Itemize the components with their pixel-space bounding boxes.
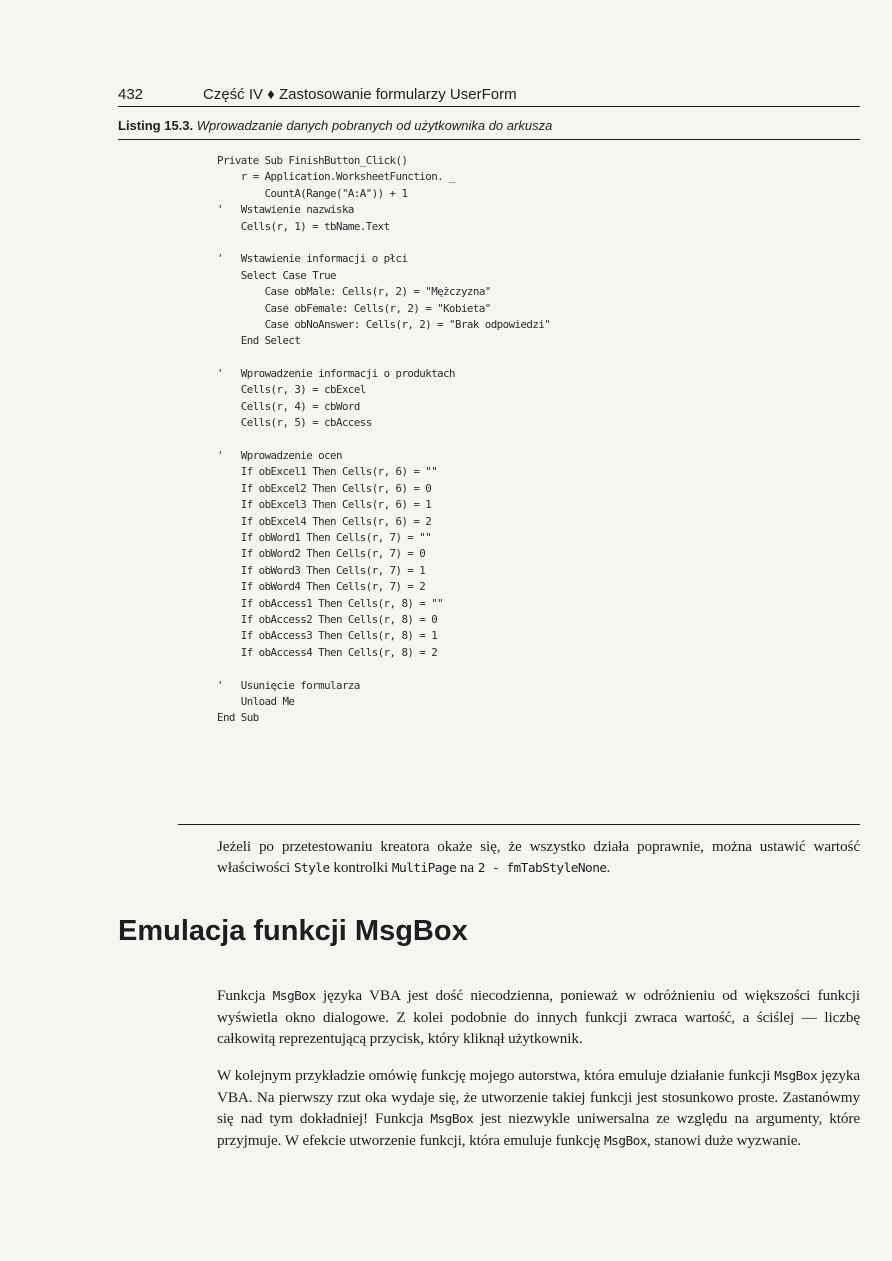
code-listing — [217, 153, 777, 727]
code-line: If obWord1 Then Cells(r, 7) = "" — [217, 530, 432, 544]
paragraph-text: , stanowi duże wyzwanie. — [646, 1132, 802, 1149]
code-line — [217, 661, 777, 677]
code-line: If obAccess2 Then Cells(r, 8) = 0 — [217, 612, 438, 626]
code-line: Cells(r, 5) = cbAccess — [217, 416, 372, 430]
paragraph-text: języka VBA. Na pierwszy rzut oka wydaje się, że utworzenie takiej funkcji jest stosunkowo proste. Zastanówmy się nad tym dokładniej! Funkcja — [217, 1067, 860, 1127]
inline-code: Style — [293, 861, 330, 876]
section-heading: Emulacja funkcji MsgBox — [118, 915, 468, 947]
code-line: If obExcel1 Then Cells(r, 6) = "" — [217, 465, 438, 479]
code-line: Case obFemale: Cells(r, 2) = "Kobieta" — [217, 301, 491, 315]
code-line: ' Usunięcie formularza — [217, 678, 360, 692]
code-line — [217, 235, 777, 251]
code-line: CountA(Range("A:A")) + 1 — [217, 186, 408, 200]
code-line: ' Wstawienie informacji o płci — [217, 252, 408, 266]
code-line: Private Sub FinishButton_Click() — [217, 154, 408, 167]
code-line: If obAccess1 Then Cells(r, 8) = "" — [217, 596, 444, 610]
code-line: If obExcel4 Then Cells(r, 6) = 2 — [217, 514, 432, 528]
code-line: If obWord2 Then Cells(r, 7) = 0 — [217, 547, 426, 561]
code-line: Cells(r, 4) = cbWord — [217, 399, 360, 413]
paragraph-text: W kolejnym przykładzie omówię funkcję mojego autorstwa, która emuluje działanie funkcji — [217, 1067, 775, 1084]
code-line: If obAccess4 Then Cells(r, 8) = 2 — [217, 645, 438, 659]
inline-code: MsgBox — [430, 1112, 474, 1127]
part-title: Część IV ♦ Zastosowanie formularzy UserForm — [203, 86, 517, 103]
code-line: If obExcel2 Then Cells(r, 6) = 0 — [217, 481, 432, 495]
code-line: Case obNoAnswer: Cells(r, 2) = "Brak odpowiedzi" — [217, 317, 551, 331]
section-paragraph-1 — [217, 985, 860, 1049]
paragraph-text: na — [456, 859, 478, 876]
paragraph-text: języka VBA jest dość niecodzienna, ponieważ w odróżnieniu od większości funkcji wyświetla okno dialogowe. Z kolei podobnie do innych funkcji zwraca wartość, a ściślej — liczbę całkowitą reprezentującą przycisk, który kliknął użytkownik. — [217, 987, 861, 1047]
code-line: If obAccess3 Then Cells(r, 8) = 1 — [217, 629, 438, 643]
code-line: End Sub — [217, 711, 259, 725]
paragraph-text: Funkcja — [217, 987, 273, 1004]
paragraph-text: . — [606, 859, 611, 876]
code-line: Case obMale: Cells(r, 2) = "Mężczyzna" — [217, 285, 491, 299]
paragraph-text: Jeżeli po przetestowaniu kreatora okaże się, że wszystko działa poprawnie, można ustawić wartość właściwości — [217, 838, 860, 876]
code-line: Select Case True — [217, 268, 337, 282]
code-line: If obWord3 Then Cells(r, 7) = 1 — [217, 563, 426, 577]
inline-code: MultiPage — [391, 861, 457, 876]
code-line: If obWord4 Then Cells(r, 7) = 2 — [217, 580, 426, 594]
header-rule — [118, 106, 860, 107]
listing-bottom-rule — [178, 824, 860, 825]
code-line — [217, 432, 777, 448]
code-line: ' Wprowadzenie ocen — [217, 449, 342, 463]
listing-label: Listing 15.3. — [118, 118, 194, 133]
code-line: ' Wstawienie nazwiska — [217, 203, 354, 217]
page-number: 432 — [118, 86, 144, 103]
section-paragraph-2 — [217, 1065, 860, 1152]
listing-top-rule — [118, 139, 860, 140]
inline-code: 2 - fmTabStyleNone — [477, 861, 607, 876]
code-line: r = Application.WorksheetFunction. _ — [217, 170, 456, 184]
code-line: Cells(r, 3) = cbExcel — [217, 383, 366, 397]
code-line — [217, 350, 777, 366]
inline-code: MsgBox — [774, 1069, 818, 1084]
inline-code: MsgBox — [272, 989, 316, 1004]
listing-caption — [118, 118, 860, 133]
paragraph-after-listing — [217, 836, 860, 879]
code-line: Cells(r, 1) = tbName.Text — [217, 219, 390, 233]
code-line: Unload Me — [217, 694, 295, 708]
listing-title: Wprowadzanie danych pobranych od użytkownika do arkusza — [196, 118, 553, 133]
paragraph-text: jest niezwykle uniwersalna ze względu na argumenty, które przyjmuje. W efekcie utworzenie funkcji, która emuluje funkcję — [217, 1110, 860, 1149]
code-line: If obExcel3 Then Cells(r, 6) = 1 — [217, 498, 432, 512]
inline-code: MsgBox — [604, 1134, 647, 1149]
code-line: ' Wprowadzenie informacji o produktach — [217, 367, 456, 381]
code-line: End Select — [217, 334, 301, 348]
paragraph-text: kontrolki — [329, 859, 392, 876]
